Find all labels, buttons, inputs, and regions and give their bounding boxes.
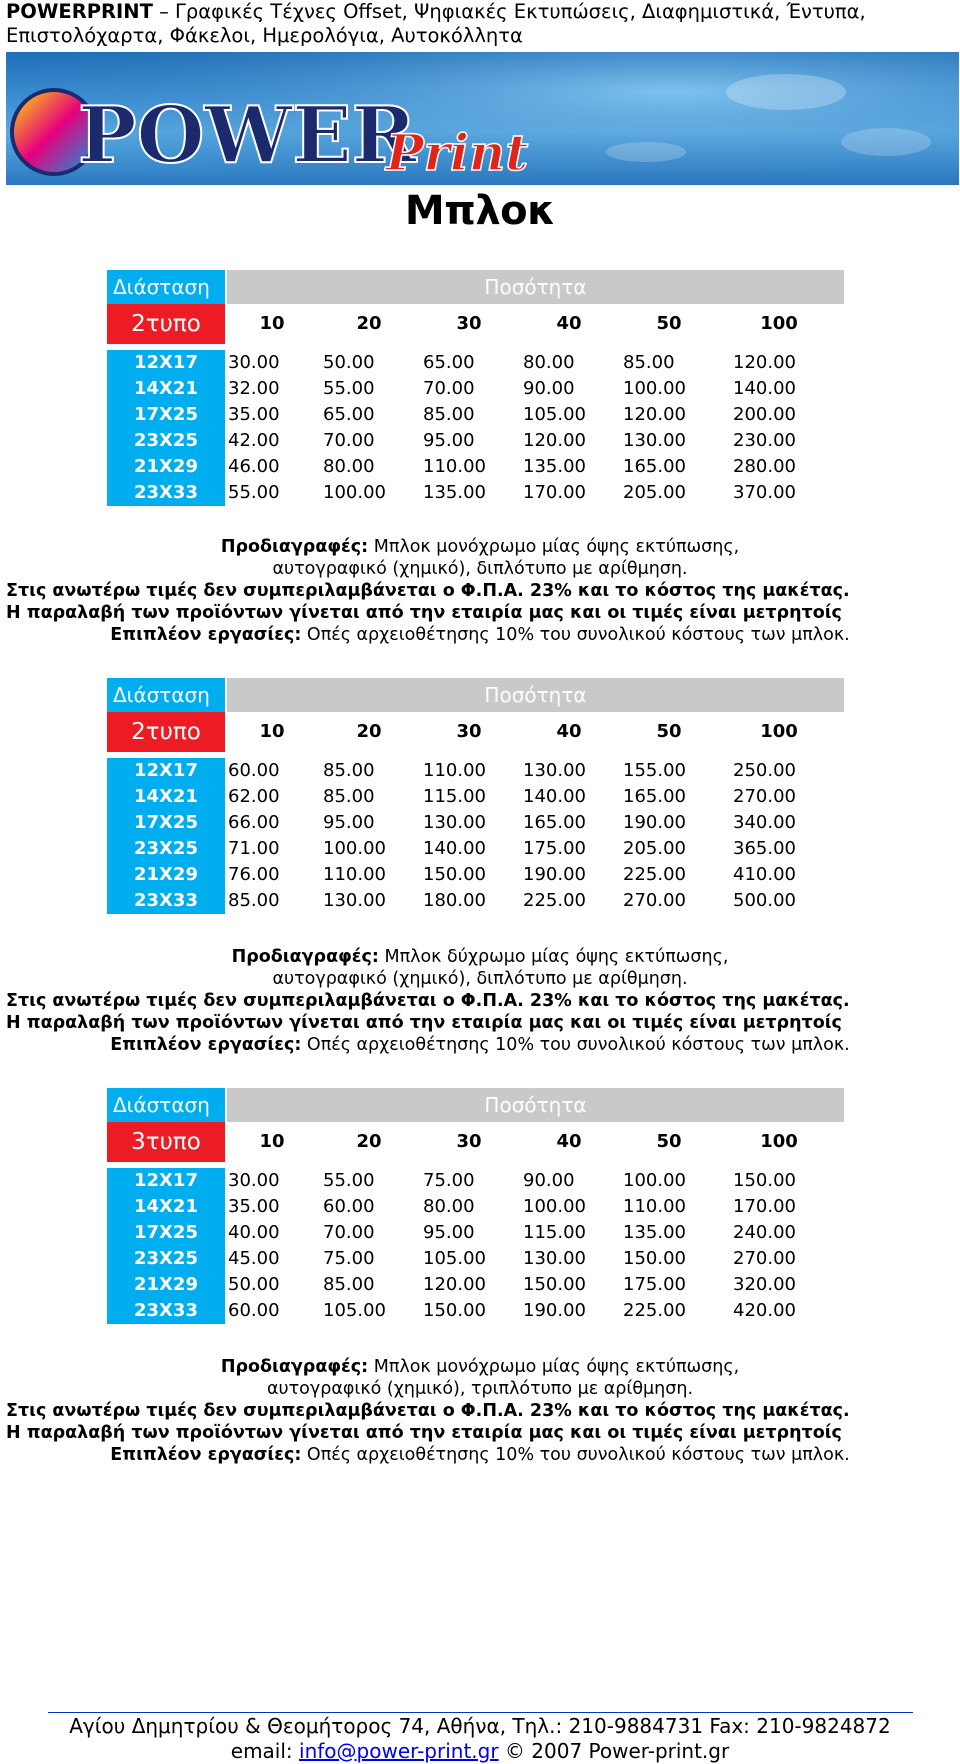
price-cell: 410.00 [733, 864, 796, 885]
spec-label: Προδιαγραφές: [231, 947, 379, 967]
table-row [107, 758, 847, 784]
spec-line-2: αυτογραφικό (χημικό), διπλότυπο με αρίθμηση. [272, 559, 688, 579]
extra-line [0, 624, 960, 646]
table-row [107, 1194, 847, 1220]
quantity-column-header: 100 [760, 313, 798, 334]
size-cell: 17Χ25 [107, 1220, 225, 1246]
price-cell: 95.00 [423, 1222, 475, 1243]
spec-text: Μπλοκ δύχρωμο μίας όψης εκτύπωσης, [378, 947, 729, 967]
footer-email-label: email: [230, 1739, 300, 1763]
footer-contact [0, 1739, 960, 1764]
price-cell: 150.00 [423, 864, 486, 885]
price-cell: 180.00 [423, 890, 486, 911]
logo-power-text: POWER [78, 90, 417, 181]
price-cell: 105.00 [523, 404, 586, 425]
quantity-column-header: 30 [456, 1131, 482, 1152]
table-row [107, 784, 847, 810]
footer-email-link[interactable]: info@power-print.gr [299, 1739, 499, 1763]
table-body [107, 1168, 847, 1324]
price-cell: 76.00 [228, 864, 280, 885]
price-cell: 140.00 [733, 378, 796, 399]
table-row [107, 836, 847, 862]
quantity-column-header: 10 [259, 721, 285, 742]
price-cell: 130.00 [523, 760, 586, 781]
price-cell: 70.00 [323, 1222, 375, 1243]
price-cell: 55.00 [228, 482, 280, 503]
price-cell: 150.00 [623, 1248, 686, 1269]
price-cell: 45.00 [228, 1248, 280, 1269]
footer-copyright: © 2007 Power-print.gr [498, 1739, 730, 1763]
price-cell: 270.00 [623, 890, 686, 911]
extra-label: Επιπλέον εργασίες: [110, 1035, 302, 1055]
type-row [107, 304, 847, 344]
brand-name: POWERPRINT [6, 0, 153, 23]
price-cell: 71.00 [228, 838, 280, 859]
quantity-header: Ποσότητα [227, 678, 844, 712]
price-cell: 42.00 [228, 430, 280, 451]
price-cell: 110.00 [423, 760, 486, 781]
size-cell: 14Χ21 [107, 784, 225, 810]
type-row [107, 1122, 847, 1162]
quantity-column-header: 20 [356, 1131, 382, 1152]
table-body [107, 758, 847, 914]
extra-label: Επιπλέον εργασίες: [110, 625, 302, 645]
extra-line [0, 1444, 960, 1466]
price-cell: 85.00 [228, 890, 280, 911]
price-cell: 65.00 [323, 404, 375, 425]
quantity-column-header: 40 [556, 1131, 582, 1152]
extra-text: Οπές αρχειοθέτησης 10% του συνολικού κόστους των μπλοκ. [301, 625, 850, 645]
price-cell: 32.00 [228, 378, 280, 399]
price-cell: 225.00 [623, 864, 686, 885]
price-cell: 110.00 [423, 456, 486, 477]
price-cell: 85.00 [323, 1274, 375, 1295]
price-cell: 100.00 [323, 838, 386, 859]
price-cell: 62.00 [228, 786, 280, 807]
price-cell: 70.00 [323, 430, 375, 451]
size-cell: 12Χ17 [107, 1168, 225, 1194]
spec-label: Προδιαγραφές: [220, 537, 369, 557]
extra-label: Επιπλέον εργασίες: [110, 1445, 302, 1465]
size-cell: 23Χ33 [107, 888, 225, 914]
price-table [107, 1088, 847, 1324]
price-cell: 320.00 [733, 1274, 796, 1295]
price-cell: 50.00 [228, 1274, 280, 1295]
price-cell: 85.00 [323, 786, 375, 807]
spec-text: Μπλοκ μονόχρωμο μίας όψης εκτύπωσης, [368, 1357, 740, 1377]
quantity-header: Ποσότητα [227, 1088, 844, 1122]
price-cell: 150.00 [733, 1170, 796, 1191]
spec-line [0, 536, 960, 558]
size-cell: 14Χ21 [107, 376, 225, 402]
dimension-header: Διάσταση [107, 1088, 225, 1122]
footer-divider [48, 1712, 913, 1713]
size-cell: 12Χ17 [107, 758, 225, 784]
header-line-1 [6, 0, 956, 24]
price-cell: 135.00 [623, 1222, 686, 1243]
table-header-row [107, 270, 847, 304]
table-row [107, 1220, 847, 1246]
table-row [107, 888, 847, 914]
price-cell: 30.00 [228, 352, 280, 373]
page-title: Μπλοκ [404, 188, 556, 234]
quantity-column-header: 20 [356, 721, 382, 742]
logo-banner [6, 52, 959, 185]
price-cell: 205.00 [623, 482, 686, 503]
price-cell: 80.00 [323, 456, 375, 477]
price-cell: 140.00 [523, 786, 586, 807]
price-cell: 85.00 [323, 760, 375, 781]
price-cell: 35.00 [228, 404, 280, 425]
table-row [107, 402, 847, 428]
price-cell: 120.00 [523, 430, 586, 451]
table-header-row [107, 1088, 847, 1122]
logo-graphic [6, 52, 959, 185]
price-cell: 500.00 [733, 890, 796, 911]
price-cell: 175.00 [623, 1274, 686, 1295]
table-header-row [107, 678, 847, 712]
price-cell: 60.00 [323, 1196, 375, 1217]
spec-label: Προδιαγραφές: [220, 1357, 369, 1377]
quantity-column-header: 20 [356, 313, 382, 334]
price-cell: 205.00 [623, 838, 686, 859]
price-cell: 100.00 [623, 1170, 686, 1191]
price-cell: 190.00 [523, 1300, 586, 1321]
price-cell: 130.00 [323, 890, 386, 911]
price-cell: 155.00 [623, 760, 686, 781]
price-cell: 130.00 [623, 430, 686, 451]
price-cell: 365.00 [733, 838, 796, 859]
price-cell: 46.00 [228, 456, 280, 477]
vat-note: Στις ανωτέρω τιμές δεν συμπεριλαμβάνεται ο Φ.Π.Α. 23% και το κόστος της μακέτας. [6, 581, 850, 601]
price-cell: 95.00 [423, 430, 475, 451]
table-row [107, 480, 847, 506]
quantity-column-header: 30 [456, 721, 482, 742]
notes-block [0, 1356, 960, 1466]
price-cell: 90.00 [523, 1170, 575, 1191]
price-cell: 130.00 [523, 1248, 586, 1269]
price-cell: 66.00 [228, 812, 280, 833]
price-cell: 370.00 [733, 482, 796, 503]
price-cell: 280.00 [733, 456, 796, 477]
price-cell: 110.00 [323, 864, 386, 885]
extra-text: Οπές αρχειοθέτησης 10% του συνολικού κόστους των μπλοκ. [301, 1035, 850, 1055]
quantity-column-header: 100 [760, 721, 798, 742]
type-label: 3τυπο [107, 1122, 225, 1162]
table-row [107, 454, 847, 480]
price-cell: 40.00 [228, 1222, 280, 1243]
price-cell: 75.00 [323, 1248, 375, 1269]
price-cell: 135.00 [423, 482, 486, 503]
vat-note: Στις ανωτέρω τιμές δεν συμπεριλαμβάνεται ο Φ.Π.Α. 23% και το κόστος της μακέτας. [6, 991, 850, 1011]
size-cell: 21Χ29 [107, 862, 225, 888]
quantity-header: Ποσότητα [227, 270, 844, 304]
price-table [107, 270, 847, 506]
table-row [107, 428, 847, 454]
price-cell: 115.00 [523, 1222, 586, 1243]
price-cell: 30.00 [228, 1170, 280, 1191]
price-cell: 170.00 [733, 1196, 796, 1217]
price-cell: 270.00 [733, 1248, 796, 1269]
price-cell: 55.00 [323, 378, 375, 399]
quantity-column-header: 50 [656, 1131, 682, 1152]
price-cell: 170.00 [523, 482, 586, 503]
quantity-column-header: 40 [556, 721, 582, 742]
price-cell: 75.00 [423, 1170, 475, 1191]
table-row [107, 1298, 847, 1324]
quantity-column-header: 30 [456, 313, 482, 334]
table-row [107, 810, 847, 836]
table-row [107, 1246, 847, 1272]
header-text [6, 0, 956, 48]
price-cell: 135.00 [523, 456, 586, 477]
extra-text: Οπές αρχειοθέτησης 10% του συνολικού κόστους των μπλοκ. [301, 1445, 850, 1465]
size-cell: 23Χ33 [107, 1298, 225, 1324]
extra-line [0, 1034, 960, 1056]
price-cell: 90.00 [523, 378, 575, 399]
price-cell: 105.00 [323, 1300, 386, 1321]
price-cell: 190.00 [623, 812, 686, 833]
price-cell: 270.00 [733, 786, 796, 807]
price-cell: 105.00 [423, 1248, 486, 1269]
price-cell: 60.00 [228, 760, 280, 781]
price-cell: 55.00 [323, 1170, 375, 1191]
price-cell: 95.00 [323, 812, 375, 833]
price-cell: 165.00 [623, 456, 686, 477]
dimension-header: Διάσταση [107, 678, 225, 712]
table-row [107, 1272, 847, 1298]
size-cell: 17Χ25 [107, 810, 225, 836]
table-row [107, 376, 847, 402]
price-cell: 115.00 [423, 786, 486, 807]
size-cell: 17Χ25 [107, 402, 225, 428]
price-table [107, 678, 847, 914]
spec-line-2: αυτογραφικό (χημικό), διπλότυπο με αρίθμηση. [272, 969, 688, 989]
vat-note: Στις ανωτέρω τιμές δεν συμπεριλαμβάνεται ο Φ.Π.Α. 23% και το κόστος της μακέτας. [6, 1401, 850, 1421]
price-cell: 80.00 [423, 1196, 475, 1217]
type-label: 2τυπο [107, 712, 225, 752]
spec-text: Μπλοκ μονόχρωμο μίας όψης εκτύπωσης, [368, 537, 740, 557]
price-cell: 60.00 [228, 1300, 280, 1321]
price-cell: 85.00 [423, 404, 475, 425]
price-cell: 130.00 [423, 812, 486, 833]
price-cell: 140.00 [423, 838, 486, 859]
size-cell: 23Χ25 [107, 428, 225, 454]
price-cell: 150.00 [423, 1300, 486, 1321]
price-cell: 240.00 [733, 1222, 796, 1243]
delivery-note: Η παραλαβή των προϊόντων γίνεται από την εταιρία μας και οι τιμές είναι μετρητοίς [6, 1013, 842, 1033]
price-cell: 50.00 [323, 352, 375, 373]
price-cell: 200.00 [733, 404, 796, 425]
size-cell: 23Χ25 [107, 1246, 225, 1272]
type-row [107, 712, 847, 752]
price-cell: 70.00 [423, 378, 475, 399]
price-cell: 100.00 [323, 482, 386, 503]
size-cell: 23Χ33 [107, 480, 225, 506]
price-cell: 35.00 [228, 1196, 280, 1217]
quantity-column-header: 10 [259, 1131, 285, 1152]
price-cell: 250.00 [733, 760, 796, 781]
delivery-note: Η παραλαβή των προϊόντων γίνεται από την εταιρία μας και οι τιμές είναι μετρητοίς [6, 603, 842, 623]
size-cell: 21Χ29 [107, 1272, 225, 1298]
price-cell: 120.00 [423, 1274, 486, 1295]
price-cell: 225.00 [623, 1300, 686, 1321]
price-cell: 85.00 [623, 352, 675, 373]
price-cell: 165.00 [523, 812, 586, 833]
price-cell: 150.00 [523, 1274, 586, 1295]
footer [0, 1714, 960, 1764]
quantity-column-header: 40 [556, 313, 582, 334]
spec-line [0, 946, 960, 968]
price-cell: 120.00 [733, 352, 796, 373]
table-body [107, 350, 847, 506]
type-label: 2τυπο [107, 304, 225, 344]
header-line-2: Επιστολόχαρτα, Φάκελοι, Ημερολόγια, Αυτοκόλλητα [6, 24, 523, 47]
table-row [107, 862, 847, 888]
size-cell: 12Χ17 [107, 350, 225, 376]
price-cell: 340.00 [733, 812, 796, 833]
price-cell: 190.00 [523, 864, 586, 885]
price-cell: 230.00 [733, 430, 796, 451]
quantity-column-header: 50 [656, 313, 682, 334]
price-cell: 175.00 [523, 838, 586, 859]
footer-address: Αγίου Δημητρίου & Θεομήτορος 74, Αθήνα, Τηλ.: 210-9884731 Fax: 210-9824872 [69, 1714, 891, 1738]
price-cell: 80.00 [523, 352, 575, 373]
size-cell: 14Χ21 [107, 1194, 225, 1220]
price-cell: 420.00 [733, 1300, 796, 1321]
quantity-column-header: 100 [760, 1131, 798, 1152]
notes-block [0, 946, 960, 1056]
dimension-header: Διάσταση [107, 270, 225, 304]
quantity-column-header: 10 [259, 313, 285, 334]
spec-line [0, 1356, 960, 1378]
price-cell: 100.00 [523, 1196, 586, 1217]
price-cell: 100.00 [623, 378, 686, 399]
notes-block [0, 536, 960, 646]
spec-line-2: αυτογραφικό (χημικό), τριπλότυπο με αρίθμηση. [266, 1379, 694, 1399]
price-cell: 110.00 [623, 1196, 686, 1217]
size-cell: 23Χ25 [107, 836, 225, 862]
logo-print-text: Print [386, 123, 529, 182]
header-services: – Γραφικές Τέχνες Offset, Ψηφιακές Εκτυπώσεις, Διαφημιστικά, Έντυπα, [152, 0, 866, 23]
price-cell: 120.00 [623, 404, 686, 425]
price-cell: 165.00 [623, 786, 686, 807]
price-cell: 65.00 [423, 352, 475, 373]
size-cell: 21Χ29 [107, 454, 225, 480]
delivery-note: Η παραλαβή των προϊόντων γίνεται από την εταιρία μας και οι τιμές είναι μετρητοίς [6, 1423, 842, 1443]
quantity-column-header: 50 [656, 721, 682, 742]
table-row [107, 350, 847, 376]
table-row [107, 1168, 847, 1194]
price-cell: 225.00 [523, 890, 586, 911]
